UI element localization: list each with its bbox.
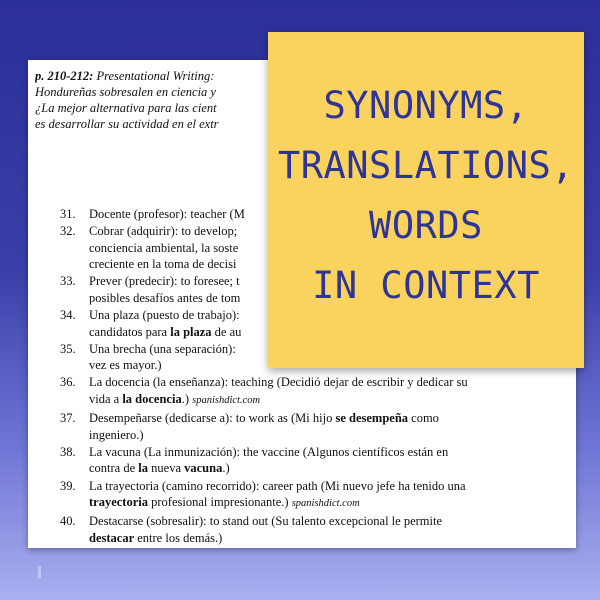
vocab-text: contra de xyxy=(89,461,139,476)
vocab-text: La trayectoria (camino recorrido): career path (Mi nuevo jefe ha tenido una xyxy=(89,478,466,493)
vocab-term-bold: trayectoria xyxy=(89,495,148,510)
vocab-text: profesional impresionante.) xyxy=(148,495,292,510)
vocab-text: como xyxy=(408,411,439,426)
vocab-line: ingeniero.) xyxy=(89,427,144,442)
vocab-item-number: 33. xyxy=(60,274,76,289)
vocab-text: Destacarse (sobresalir): to stand out (Su talento excepcional le permite xyxy=(89,514,442,529)
vocab-text: Prever (predecir): to foresee; t xyxy=(89,274,240,289)
vocab-text: .) xyxy=(181,392,193,407)
vocab-text: Una brecha (una separación): xyxy=(89,341,236,356)
card-line-translations: TRANSLATIONS, xyxy=(277,144,575,187)
heading-line-1 xyxy=(35,68,275,84)
vocab-item xyxy=(60,444,538,477)
page-edge-marker xyxy=(38,566,41,578)
heading-title: Presentational Writing: xyxy=(93,69,215,83)
vocab-term-bold: se desempeña xyxy=(335,411,409,426)
vocab-text: nueva xyxy=(148,461,185,476)
vocab-text: vida a xyxy=(89,392,123,407)
vocab-line xyxy=(89,391,538,410)
vocab-text: Cobrar (adquirir): to develop; xyxy=(89,224,238,239)
vocab-text: entre los demás.) xyxy=(134,530,223,545)
vocab-line xyxy=(89,478,538,495)
vocab-line: creciente en la toma de decisi xyxy=(89,257,237,272)
vocab-line xyxy=(89,410,538,427)
vocab-line: vez es mayor.) xyxy=(89,358,162,373)
heading-line-2: Hondureñas sobresalen en ciencia y xyxy=(35,85,216,99)
vocab-text: La docencia (la enseñanza): teaching (Decidió dejar de escribir y dedicar su xyxy=(89,375,468,390)
vocab-term-bold: la xyxy=(138,461,149,476)
vocab-item xyxy=(60,410,538,443)
vocab-item-number: 36. xyxy=(60,375,76,390)
vocab-line xyxy=(89,530,538,547)
vocab-item-number: 31. xyxy=(60,207,76,221)
vocab-text: candidatos para xyxy=(89,324,171,339)
card-line-synonyms: SYNONYMS, xyxy=(323,84,529,127)
vocab-item-number: 38. xyxy=(60,444,76,459)
vocab-item xyxy=(60,478,538,513)
vocab-item xyxy=(60,513,538,546)
vocab-text: de au xyxy=(211,324,242,339)
vocab-line: posibles desafíos antes de tom xyxy=(89,290,241,305)
heading-line-4: es desarrollar su actividad en el extr xyxy=(35,117,219,131)
vocab-item-number: 35. xyxy=(60,341,76,356)
heading-line-3: ¿La mejor alternativa para las cient xyxy=(35,101,217,115)
vocab-item-number: 32. xyxy=(60,224,76,239)
vocab-item-number: 40. xyxy=(60,514,76,529)
document-heading xyxy=(35,68,275,132)
card-line-in-context: IN CONTEXT xyxy=(312,264,540,307)
vocab-item-number: 39. xyxy=(60,478,76,493)
vocab-text: Docente (profesor): teacher (M xyxy=(89,207,245,221)
vocab-term-bold: vacuna xyxy=(184,461,223,476)
vocab-item-number: 34. xyxy=(60,308,76,323)
vocab-item-number: 37. xyxy=(60,411,76,426)
heading-page-label: p. 210-212: xyxy=(35,69,94,83)
vocab-term-bold: la plaza xyxy=(170,324,212,339)
source-citation: spanishdict.com xyxy=(291,498,360,510)
vocab-line xyxy=(89,374,538,391)
vocab-line xyxy=(89,460,538,477)
vocab-line xyxy=(89,444,538,461)
title-card xyxy=(268,32,584,368)
card-line-words: WORDS xyxy=(369,204,483,247)
vocab-line xyxy=(89,494,538,513)
vocab-line xyxy=(89,513,538,530)
vocab-line: conciencia ambiental, la soste xyxy=(89,240,239,255)
source-citation: spanishdict.com xyxy=(192,395,261,407)
vocab-text: La vacuna (La inmunización): the vaccine (Algunos científicos están en xyxy=(89,444,449,459)
vocab-text: .) xyxy=(222,461,230,476)
vocab-text: Desempeñarse (dedicarse a): to work as (Mi hijo xyxy=(89,411,336,426)
vocab-term-bold: destacar xyxy=(89,530,135,545)
vocab-item xyxy=(60,374,538,409)
vocab-text: Una plaza (puesto de trabajo): xyxy=(89,308,240,323)
vocab-term-bold: la docencia xyxy=(122,392,182,407)
